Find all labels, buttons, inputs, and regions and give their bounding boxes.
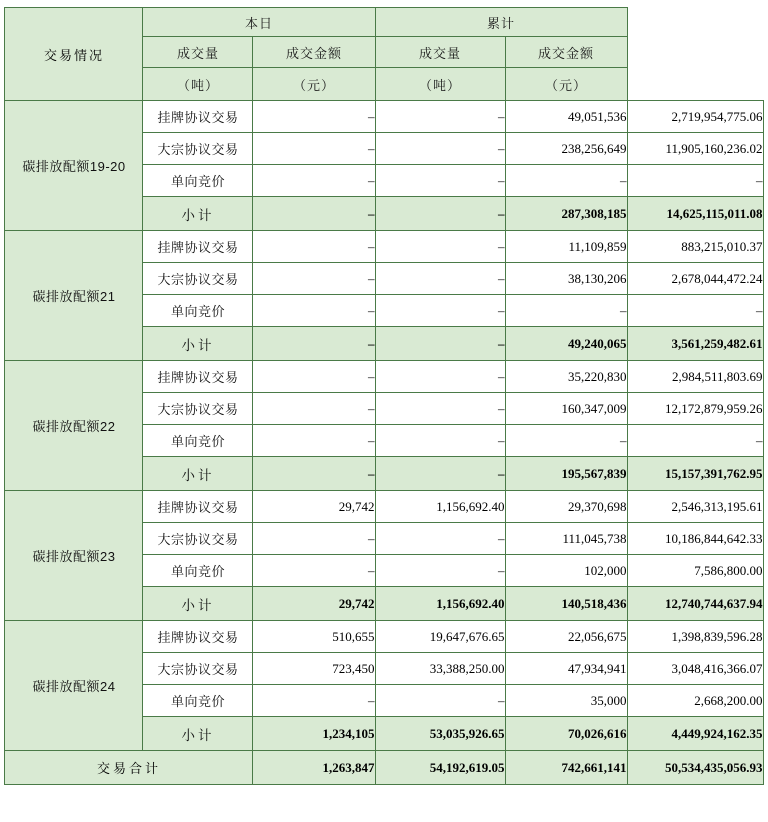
today-volume-value: – xyxy=(253,361,375,393)
today-volume-value: 510,655 xyxy=(253,621,375,653)
today-amount-value: – xyxy=(375,425,505,457)
trade-type-label: 大宗协议交易 xyxy=(143,393,253,425)
cum-volume-value: 102,000 xyxy=(505,555,627,587)
category-label: 碳排放配额21 xyxy=(5,231,143,361)
cum-amount-value: 12,172,879,959.26 xyxy=(627,393,763,425)
trade-type-label: 大宗协议交易 xyxy=(143,523,253,555)
cum-volume-value: 35,220,830 xyxy=(505,361,627,393)
subtotal-today-amount: 1,156,692.40 xyxy=(375,587,505,621)
subtotal-today-amount: – xyxy=(375,457,505,491)
cum-amount-value: 2,678,044,472.24 xyxy=(627,263,763,295)
subtotal-today-amount: 53,035,926.65 xyxy=(375,717,505,751)
subtotal-cum-volume: 195,567,839 xyxy=(505,457,627,491)
cum-amount-value: 2,668,200.00 xyxy=(627,685,763,717)
cum-volume-value: 38,130,206 xyxy=(505,263,627,295)
header-group-cumulative: 累计 xyxy=(375,8,627,37)
trade-type-label: 大宗协议交易 xyxy=(143,263,253,295)
header-today-amount: 成交金额 xyxy=(253,37,375,68)
cum-volume-value: 160,347,009 xyxy=(505,393,627,425)
today-volume-value: – xyxy=(253,165,375,197)
grand-total-today-volume: 1,263,847 xyxy=(253,751,375,785)
cum-volume-value: 47,934,941 xyxy=(505,653,627,685)
cum-volume-value: 35,000 xyxy=(505,685,627,717)
subtotal-cum-volume: 49,240,065 xyxy=(505,327,627,361)
trade-type-label: 挂牌协议交易 xyxy=(143,491,253,523)
today-volume-value: – xyxy=(253,523,375,555)
header-cum-amount: 成交金额 xyxy=(505,37,627,68)
header-today-volume-unit: （吨） xyxy=(143,68,253,101)
today-amount-value: – xyxy=(375,393,505,425)
today-volume-value: – xyxy=(253,295,375,327)
header-cum-amount-unit: （元） xyxy=(505,68,627,101)
grand-total-today-amount: 54,192,619.05 xyxy=(375,751,505,785)
cum-amount-value: 3,048,416,366.07 xyxy=(627,653,763,685)
today-amount-value: – xyxy=(375,361,505,393)
today-amount-value: – xyxy=(375,101,505,133)
trade-type-label: 挂牌协议交易 xyxy=(143,621,253,653)
trade-statistics-table xyxy=(4,7,763,785)
today-amount-value: – xyxy=(375,133,505,165)
header-today-amount-unit: （元） xyxy=(253,68,375,101)
subtotal-cum-amount: 4,449,924,162.35 xyxy=(627,717,763,751)
cum-volume-value: 29,370,698 xyxy=(505,491,627,523)
cum-amount-value: 7,586,800.00 xyxy=(627,555,763,587)
today-amount-value: – xyxy=(375,263,505,295)
subtotal-label: 小计 xyxy=(143,197,253,231)
cum-volume-value: 49,051,536 xyxy=(505,101,627,133)
cum-volume-value: – xyxy=(505,165,627,197)
grand-total-row xyxy=(5,751,763,785)
subtotal-today-volume: – xyxy=(253,197,375,231)
grand-total-label: 交易合计 xyxy=(5,751,253,785)
grand-total-cum-volume: 742,661,141 xyxy=(505,751,627,785)
header-group-today: 本日 xyxy=(143,8,375,37)
header-cum-volume: 成交量 xyxy=(375,37,505,68)
header-corner-label: 交易情况 xyxy=(5,8,143,101)
trade-type-label: 挂牌协议交易 xyxy=(143,101,253,133)
cum-volume-value: 11,109,859 xyxy=(505,231,627,263)
trade-type-label: 挂牌协议交易 xyxy=(143,361,253,393)
today-amount-value: – xyxy=(375,165,505,197)
today-volume-value: – xyxy=(253,231,375,263)
trade-type-label: 单向竞价 xyxy=(143,165,253,197)
subtotal-today-volume: – xyxy=(253,327,375,361)
today-volume-value: – xyxy=(253,263,375,295)
subtotal-cum-volume: 140,518,436 xyxy=(505,587,627,621)
grand-total-cum-amount: 50,534,435,056.93 xyxy=(627,751,763,785)
subtotal-cum-volume: 287,308,185 xyxy=(505,197,627,231)
subtotal-today-amount: – xyxy=(375,197,505,231)
subtotal-today-volume: 1,234,105 xyxy=(253,717,375,751)
category-label: 碳排放配额22 xyxy=(5,361,143,491)
today-amount-value: 19,647,676.65 xyxy=(375,621,505,653)
trade-type-label: 单向竞价 xyxy=(143,555,253,587)
today-volume-value: – xyxy=(253,685,375,717)
cum-amount-value: 11,905,160,236.02 xyxy=(627,133,763,165)
subtotal-cum-amount: 3,561,259,482.61 xyxy=(627,327,763,361)
cum-volume-value: 238,256,649 xyxy=(505,133,627,165)
table-header-row-groups xyxy=(5,8,763,37)
cum-volume-value: 111,045,738 xyxy=(505,523,627,555)
trade-type-label: 挂牌协议交易 xyxy=(143,231,253,263)
table-row xyxy=(5,491,763,523)
subtotal-cum-volume: 70,026,616 xyxy=(505,717,627,751)
trade-type-label: 大宗协议交易 xyxy=(143,653,253,685)
today-volume-value: 29,742 xyxy=(253,491,375,523)
trade-type-label: 单向竞价 xyxy=(143,685,253,717)
cum-amount-value: 2,719,954,775.06 xyxy=(627,101,763,133)
cum-volume-value: – xyxy=(505,295,627,327)
table-row xyxy=(5,101,763,133)
today-volume-value: – xyxy=(253,393,375,425)
today-amount-value: 1,156,692.40 xyxy=(375,491,505,523)
cum-amount-value: 2,546,313,195.61 xyxy=(627,491,763,523)
cum-amount-value: 1,398,839,596.28 xyxy=(627,621,763,653)
today-amount-value: – xyxy=(375,523,505,555)
cum-amount-value: – xyxy=(627,295,763,327)
today-volume-value: – xyxy=(253,555,375,587)
header-cum-volume-unit: （吨） xyxy=(375,68,505,101)
today-volume-value: – xyxy=(253,133,375,165)
trade-type-label: 大宗协议交易 xyxy=(143,133,253,165)
subtotal-cum-amount: 14,625,115,011.08 xyxy=(627,197,763,231)
cum-volume-value: 22,056,675 xyxy=(505,621,627,653)
cum-volume-value: – xyxy=(505,425,627,457)
trade-type-label: 单向竞价 xyxy=(143,425,253,457)
cum-amount-value: – xyxy=(627,165,763,197)
today-amount-value: – xyxy=(375,295,505,327)
subtotal-today-volume: 29,742 xyxy=(253,587,375,621)
trade-type-label: 单向竞价 xyxy=(143,295,253,327)
subtotal-today-volume: – xyxy=(253,457,375,491)
table-row xyxy=(5,231,763,263)
subtotal-today-amount: – xyxy=(375,327,505,361)
category-label: 碳排放配额19-20 xyxy=(5,101,143,231)
category-label: 碳排放配额23 xyxy=(5,491,143,621)
table-row xyxy=(5,361,763,393)
subtotal-cum-amount: 15,157,391,762.95 xyxy=(627,457,763,491)
today-amount-value: 33,388,250.00 xyxy=(375,653,505,685)
today-amount-value: – xyxy=(375,231,505,263)
today-volume-value: – xyxy=(253,101,375,133)
today-volume-value: – xyxy=(253,425,375,457)
table-row xyxy=(5,621,763,653)
cum-amount-value: 883,215,010.37 xyxy=(627,231,763,263)
today-amount-value: – xyxy=(375,685,505,717)
category-label: 碳排放配额24 xyxy=(5,621,143,751)
today-volume-value: 723,450 xyxy=(253,653,375,685)
subtotal-label: 小计 xyxy=(143,457,253,491)
cum-amount-value: 2,984,511,803.69 xyxy=(627,361,763,393)
cum-amount-value: 10,186,844,642.33 xyxy=(627,523,763,555)
subtotal-label: 小计 xyxy=(143,327,253,361)
subtotal-label: 小计 xyxy=(143,587,253,621)
header-today-volume: 成交量 xyxy=(143,37,253,68)
today-amount-value: – xyxy=(375,555,505,587)
subtotal-label: 小计 xyxy=(143,717,253,751)
subtotal-cum-amount: 12,740,744,637.94 xyxy=(627,587,763,621)
cum-amount-value: – xyxy=(627,425,763,457)
